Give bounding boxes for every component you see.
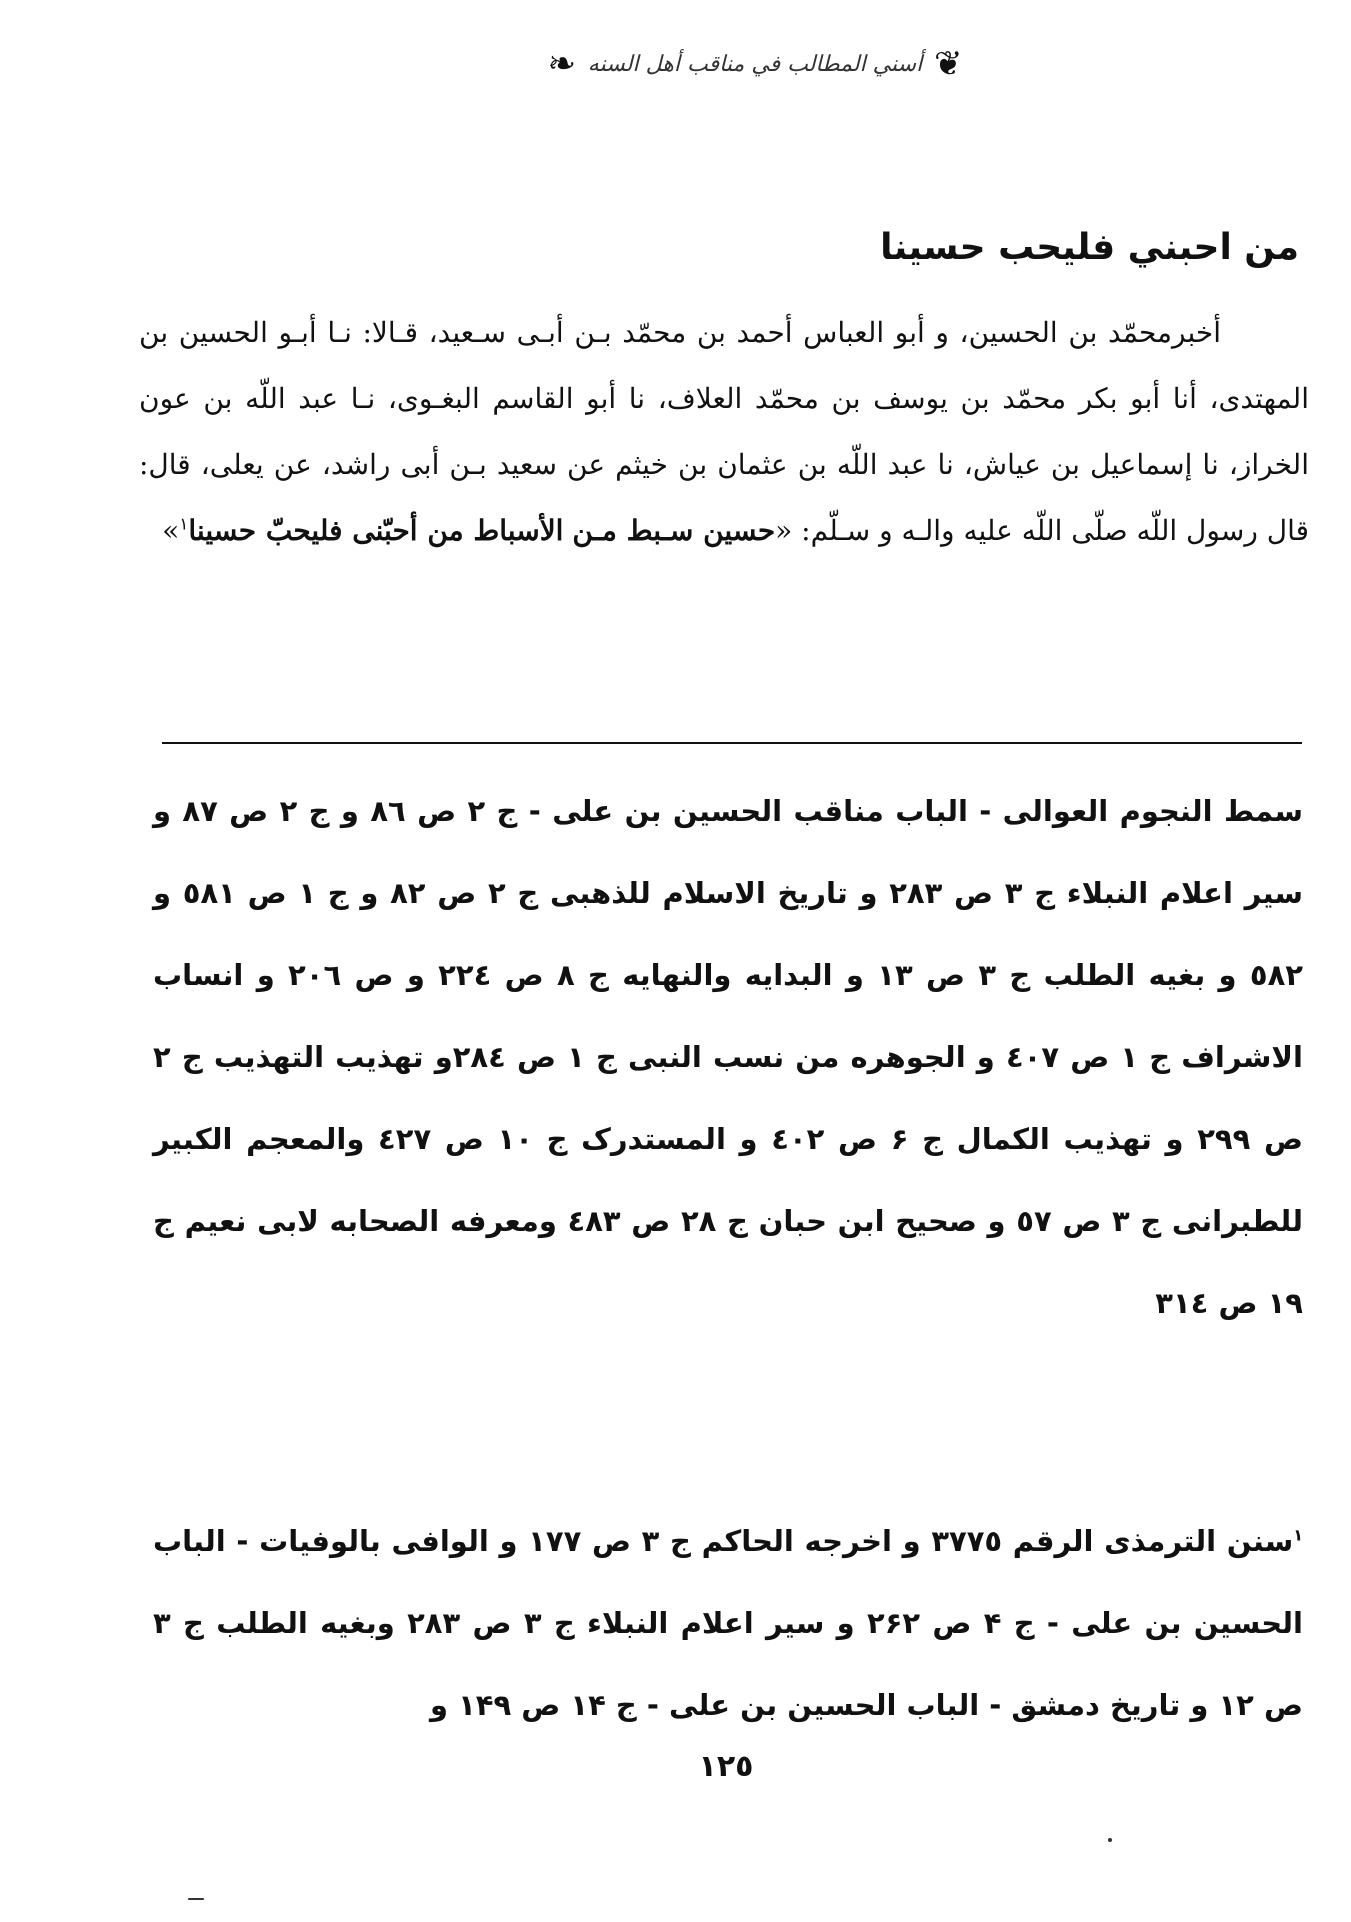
print-speck [1108, 1838, 1112, 1842]
hadith-bold-phrase: حسين سـبط مـن [572, 514, 776, 547]
footnote-marker: ١ [179, 514, 189, 535]
footnote-block-1 [153, 770, 1303, 1344]
page-number: ١٢٥ [698, 1749, 754, 1784]
section-heading: من احبني فليحب حسينا [880, 227, 1299, 268]
leaf-ornament-icon: ❧ [547, 44, 577, 84]
hadith-paragraph [139, 300, 1309, 564]
running-header-title: أسني المطالب في مناقب أهل السنه [587, 51, 923, 77]
hadith-bold-ending: الأسباط من أحبّنى فليحبّ حسينا [188, 514, 564, 547]
footnote-text-2 [153, 1500, 1303, 1746]
closing-quote: » [162, 514, 180, 547]
print-speck [188, 1898, 204, 1900]
footnote-2-content: سنن الترمذى الرقم ٣٧٧٥ و اخرجه الحاكم ج ٣ ص ١٧٧ و الوافى بالوفيات - الباب الحسين بن على - ج ۴ ص ٢۶٢ و سير اعلام النبلاء ج ٣ ص ٢٨٣ وبغيه الطلب ج ٣ ص ١٢ و تاريخ دمشق - الباب الحسين بن على - ج ١۴ ص ١۴٩ و [153, 1524, 1303, 1722]
hadith-body [139, 300, 1309, 564]
footnote-block-2 [153, 1500, 1303, 1746]
narration-chain: أخبرمحمّد بن الحسين، و أبو العباس أحمد بن محمّد بـن أبـى سـعيد، قـالا: نـا أبـو الحسين بن المهتدى، أنا أبو بكر محمّد بن يوسف بن محمّد العلاف، نا أبو القاسم البغـوى، نـا عبد اللّه بن عون الخراز، نا إسماعيل بن عياش، نا عبد اللّه بن عثمان بن خيثم عن سعيد بـن أبى راشد، عن يعلى، قال: قال رسول اللّه صلّى اللّه عليه والـه و سـلّم: « [139, 316, 1309, 547]
leaf-ornament-icon: ❦ [933, 44, 963, 84]
footnote-2-marker: ١ [1293, 1525, 1303, 1545]
running-header [520, 38, 990, 90]
footnote-text-1: سمط النجوم العوالى - الباب مناقب الحسين بن على - ج ٢ ص ٨٦ و ج ٢ ص ٨٧ و سير اعلام النبلاء ج ٣ ص ٢٨٣ و تاريخ الاسلام للذهبى ج ٢ ص ٨٢ و ج ١ ص ٥٨١ و ٥٨٢ و بغيه الطلب ج ٣ ص ١٣ و البدايه والنهايه ج ٨ ص ٢٢٤ و ص ٢٠٦ و انساب الاشراف ج ١ ص ٤٠٧ و الجوهره من نسب النبى ج ١ ص ٢٨٤و تهذيب التهذيب ج ٢ ص ٢٩٩ و تهذيب الكمال ج ۶ ص ٤٠٢ و المستدرک ج ١٠ ص ٤٢٧ والمعجم الكبير للطبرانى ج ٣ ص ٥٧ و صحيح ابن حبان ج ٢٨ ص ٤٨٣ ومعرفه الصحابه لابى نعيم ج ١٩ ص ٣١٤ [153, 794, 1304, 1320]
footnote-divider [162, 742, 1302, 744]
